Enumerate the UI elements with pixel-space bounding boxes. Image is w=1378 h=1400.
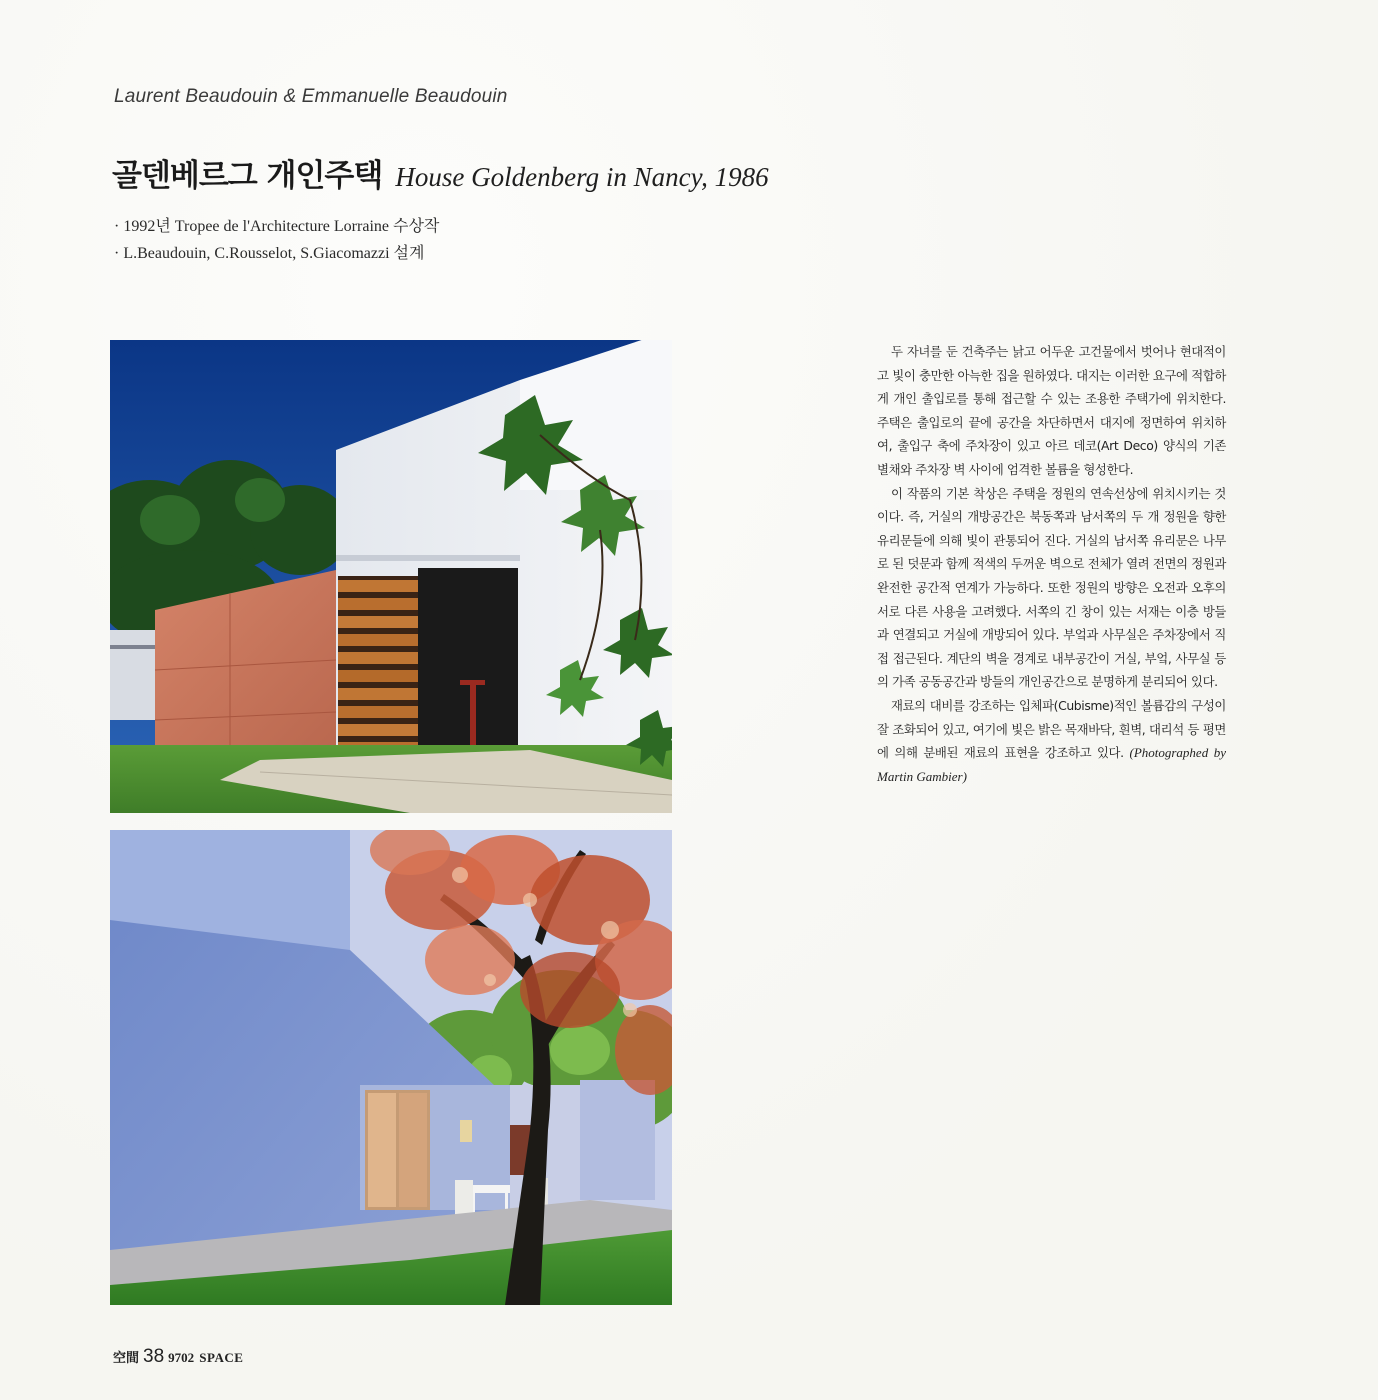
photo-house-exterior	[110, 340, 672, 813]
body-paragraph-2: 이 작품의 기본 착상은 주택을 정원의 연속선상에 위치시키는 것이다. 즉, 거실의 개방공간은 북동쪽과 남서쪽의 두 개 정원을 향한 유리문들에 의해 빛이 관통되어 진다. 거실의 남서쪽 유리문은 나무로 된 덧문과 함께 적색의 두꺼운 벽으로 전체가 열려 전면의 정원과 완전한 공간적 연계가 가능하다. 또한 정원의 방향은 오전과 오후의 서로 다른 사용을 고려했다. 서쪽의 긴 창이 있는 서재는 이층 방들과 연결되고 거실에 개방되어 있다. 부엌과 사무실은 주차장에서 직접 접근된다. 계단의 벽을 경계로 내부공간이 거실, 부엌, 사무실 등의 가족 공동공간과 방들의 개인공간으로 분명하게 분리되어 있다.	[877, 485, 1226, 690]
architects-name: Laurent Beaudouin & Emmanuelle Beaudouin	[114, 86, 508, 107]
body-paragraph-1: 두 자녀를 둔 건축주는 낡고 어두운 고건물에서 벗어나 현대적이고 빛이 충만한 아늑한 집을 원하였다. 대지는 이러한 요구에 적합하게 개인 출입로를 통해 접근할 수 있는 조용한 주택가에 위치한다. 주택은 출입로의 끝에 공간을 차단하면서 대지에 정면하여 위치하여, 출입구 축에 주차장이 있고 아르 데코(Art Deco) 양식의 기존 별채와 주차장 벽 사이에 엄격한 볼륨을 형성한다.	[877, 344, 1226, 477]
title-korean: 골덴베르그 개인주택	[112, 158, 383, 194]
design-credit: · L.Beaudouin, C.Rousselot, S.Giacomazzi 설계	[114, 240, 439, 267]
title-english: House Goldenberg in Nancy, 1986	[395, 162, 769, 192]
page-number: 38	[143, 1346, 165, 1367]
magazine-name-english: SPACE	[199, 1350, 244, 1365]
page-footer	[113, 1346, 243, 1368]
body-paragraph-3-text: 재료의 대비를 강조하는 입체파(Cubisme)적인 볼륨감의 구성이 잘 조화되어 있고, 여기에 빛은 밝은 목재바닥, 흰벽, 대리석 등 평면에 의해 분배된 재료의 표현을 강조하고 있다.	[877, 697, 1226, 761]
issue-number: 9702	[168, 1350, 195, 1365]
magazine-name-korean: 空間	[113, 1351, 140, 1366]
article-title	[112, 150, 769, 195]
photo-garden-tree	[110, 830, 672, 1305]
award-credit: · 1992년 Tropee de l'Architecture Lorraine 수상작	[114, 213, 439, 240]
article-body	[877, 340, 1226, 788]
body-paragraph-3	[877, 694, 1226, 788]
photo-credit: (Photographed by Martin Gambier)	[877, 745, 1226, 784]
project-credits	[114, 213, 439, 267]
